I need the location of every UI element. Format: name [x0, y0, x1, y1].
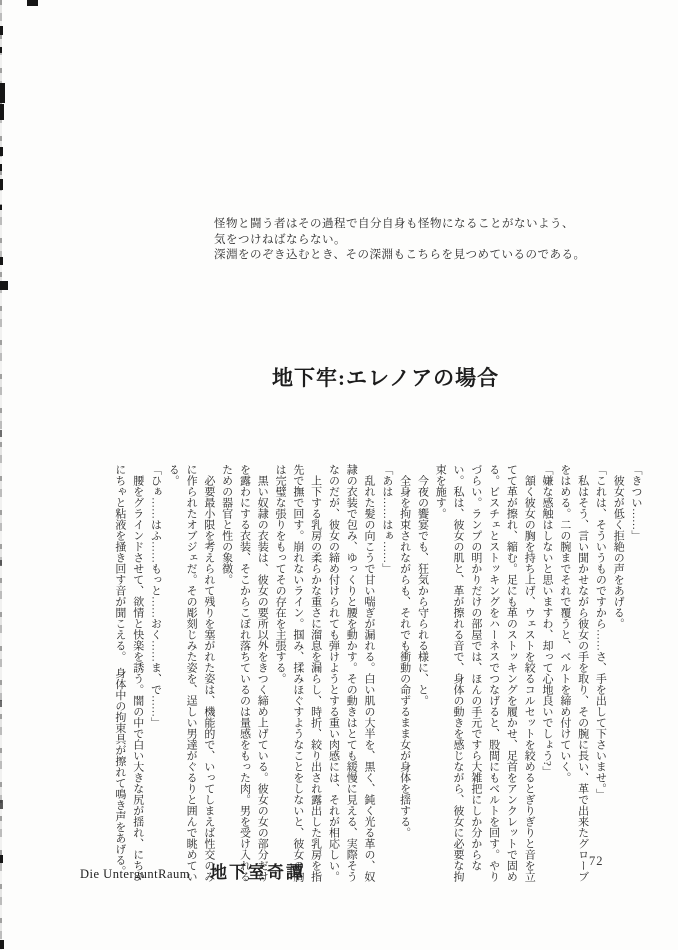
scan-artifact [0, 257, 3, 265]
paragraph-dialogue: 「きつい……」 [630, 464, 642, 541]
paragraph-dialogue: 「ひぁ……はふ……もっと……おく……ま、で……」 [149, 464, 162, 728]
scan-artifact [0, 26, 3, 35]
page-number: 72 [589, 854, 604, 868]
chapter-title: 地下牢:エレノアの場合 [272, 366, 500, 390]
epigraph-line: 怪物と闘う者はその過程で自分自身も怪物になることがないよう、 [214, 218, 574, 230]
scan-artifact [0, 430, 2, 437]
scan-artifact [0, 800, 3, 809]
paragraph-narrative: 上下する乳房の柔らかな重さに溜息を漏らし、時折、絞り出され露出した乳房を指先で撫で回す。崩れないライン。掴み、揉みほぐすようなことをしないと、彼女の胸は完璧な張りをもってその存在を主張する。 [274, 464, 322, 882]
epigraph-line: 深淵をのぞき込むとき、その深淵もこちらを見つめているのである。 [214, 249, 586, 262]
scan-artifact [0, 179, 3, 190]
paragraph-narrative: 今夜の饗宴でも、狂気から守られる様に、と。 [416, 464, 429, 706]
epigraph-line: 気をつけねばならない。 [214, 233, 346, 246]
paragraph-narrative: 彼女が低く拒絶の声をあげる。 [612, 464, 625, 629]
epigraph [214, 217, 586, 264]
scan-artifact [0, 940, 4, 949]
scan-artifact [0, 560, 2, 566]
paragraph-dialogue: 「これは、そういうものですから……さ、手を出して下さいませ。」 [594, 464, 607, 800]
series-name-latin: Die UnterguntRaum [80, 867, 190, 881]
scan-artifact [0, 205, 2, 210]
scan-artifact [0, 83, 5, 103]
scan-artifact [0, 164, 2, 171]
paragraph-dialogue: 「嫌な感触はしないと思いますわ、却って心地良いでしょう?」 [541, 464, 554, 777]
paragraph-narrative: 黒い奴隷の衣装は、彼女の要所以外をきつく締め上げている。彼女の女の部分だけを露わにする衣装、そこからこぼれ落ちているのは量感をもった肉。男を受け入れるための器官と性の象徴。 [220, 464, 269, 882]
scan-artifact [0, 147, 3, 156]
scan-artifact [0, 47, 2, 53]
paragraph-narrative: 乱れた髪の向こうで甘い喘ぎが漏れる。白い肌の大半を、黒く、鈍く光る革の、奴隷の衣装で包み、ゆっくりと腰を動かす。その動きはとても緩慢に見える、実際そうなのだが、彼女の締め付けられても弾けようとする重い肉感には、それが相応しい。 [327, 464, 376, 882]
paragraph-narrative: 全身を拘束されながらも、それでも衝動の命ずるまま女が身体を揺する。 [398, 464, 411, 838]
series-title-japanese: 地下室奇譚 [210, 863, 305, 882]
paragraph-narrative: 必要最小限を考えられて残りを塞がれた姿は、機能的で、いってしまえば性交のみに作られたオブジェだ。その彫刻じみた姿を、逞しい男達がぐるりと囲んで眺めている。 [167, 464, 215, 882]
scan-artifact [0, 281, 8, 290]
paragraph-dialogue: 「あは……はぁ……」 [380, 464, 393, 574]
paragraph-narrative: 私はそう、言い聞かせながら彼女の手を取り、その腕に長い、革で出来たグローブをはめる。二の腕までそれで覆うと、ベルトを締め付けていく。 [558, 464, 589, 882]
running-footer [80, 858, 305, 883]
paragraph-narrative: 頷く彼女の胸を持ち上げ、ウェストを絞るコルセットを絞めるとぎりぎりと音を立てて革が擦れ、縮む。足にも革のストッキングを履かせ、足首をアンクレットで固める。ビスチェとストッキングをハーネスでつなげると、股間にもベルトを回す。やりづらい。ランプの明かりだけの部屋では、ほんの手元ですら大雑把にしか分からない。私は、彼女の肌と、革が擦れる音で、身体の動きを感じながら、彼女に必要な拘束を施す。 [434, 464, 536, 882]
paragraph-narrative: 腰をグラインドさせて、欲情と快楽を誘う。闇の中で白い大きな尻が揺れ、にちゃにちゃと粘液を掻き回す音が聞こえる。 身体中の拘束具が擦れて鳴き声をあげる。 [113, 464, 144, 882]
scan-artifact [0, 700, 2, 707]
body-text-block [110, 464, 644, 884]
scan-artifact [0, 104, 4, 120]
scan-artifact [0, 855, 3, 863]
scan-artifact [27, 0, 38, 6]
